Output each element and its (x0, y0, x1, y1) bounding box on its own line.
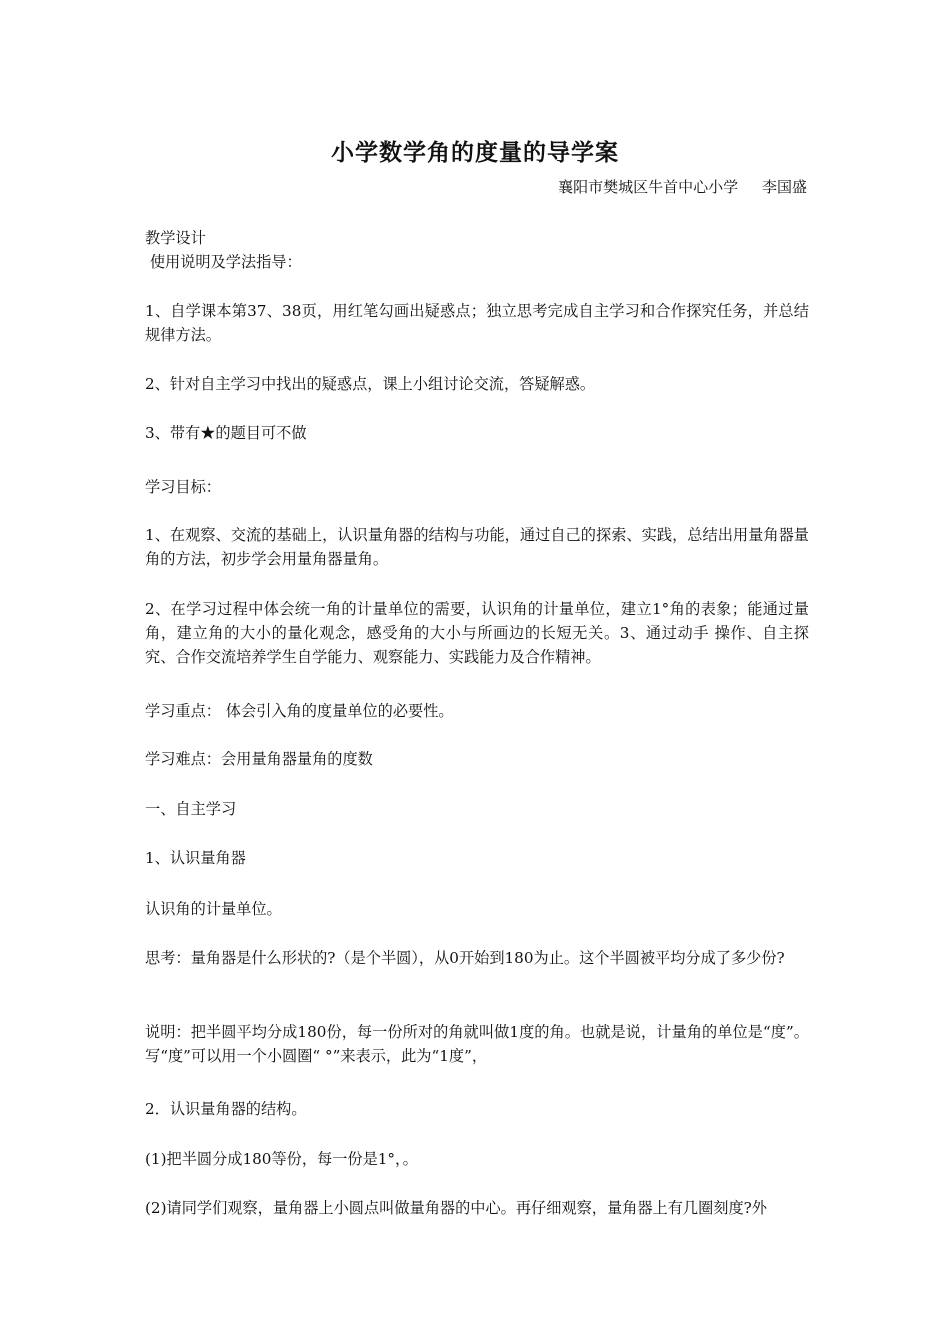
paragraph-structure-1: (1)把半圆分成180等份，每一份是1°，。 (145, 1150, 418, 1168)
paragraph-structure-2: (2)请同学们观察，量角器上小圆点叫做量角器的中心。再仔细观察，量角器上有几圈刻度?外 (145, 1199, 767, 1217)
paragraph-objective-2-3: 2、在学习过程中体会统一角的计量单位的需要，认识角的计量单位，建立1°角的表象；能通过量角，建立角的大小的量化观念，感受角的大小与所画边的长短无关。3、通过动手 操作、自主探究、合作交流培养学生自学能力、观察能力、实践能力及合作精神。 (145, 600, 809, 666)
section-heading-self-study: 一、自主学习 (145, 800, 237, 818)
paragraph-guide-2: 2、针对自主学习中找出的疑惑点，课上小组讨论交流，答疑解惑。 (145, 375, 596, 393)
paragraph-key-point: 学习重点： 体会引入角的度量单位的必要性。 (145, 702, 454, 720)
paragraph-guide-1: 1、自学课本第37、38页，用红笔勾画出疑惑点；独立思考完成自主学习和合作探究任务，并总结规律方法。 (145, 302, 809, 344)
document-title: 小学数学角的度量的导学案 (331, 139, 619, 166)
paragraph-angle-unit: 认识角的计量单位。 (145, 900, 282, 918)
subheading-structure: 2．认识量角器的结构。 (145, 1100, 307, 1118)
paragraph-explanation: 说明：把半圆平均分成180份，每一份所对的角就叫做1度的角。也就是说，计量角的单位是“度”。写“度”可以用一个小圆圈“ °”来表示，此为“1度”， (145, 1023, 809, 1065)
paragraph-teaching-design: 教学设计 (145, 229, 206, 247)
subheading-protractor: 1、认识量角器 (145, 849, 246, 867)
paragraph-think: 思考：量角器是什么形状的?（是个半圆），从0开始到180为止。这个半圆被平均分成了多少份? (145, 949, 785, 967)
paragraph-objectives-heading: 学习目标： (145, 478, 221, 496)
author-line: 襄阳市樊城区牛首中心小学 李国盛 (558, 178, 807, 196)
paragraph-difficulty: 学习难点：会用量角器量角的度数 (145, 750, 373, 768)
paragraph-objective-1: 1、在观察、交流的基础上，认识量角器的结构与功能，通过自己的探索、实践，总结出用量角器量角的方法，初步学会用量角器量角。 (145, 526, 809, 568)
paragraph-usage-guide: 使用说明及学法指导： (145, 253, 302, 271)
paragraph-guide-3: 3、带有★的题目可不做 (145, 424, 307, 442)
